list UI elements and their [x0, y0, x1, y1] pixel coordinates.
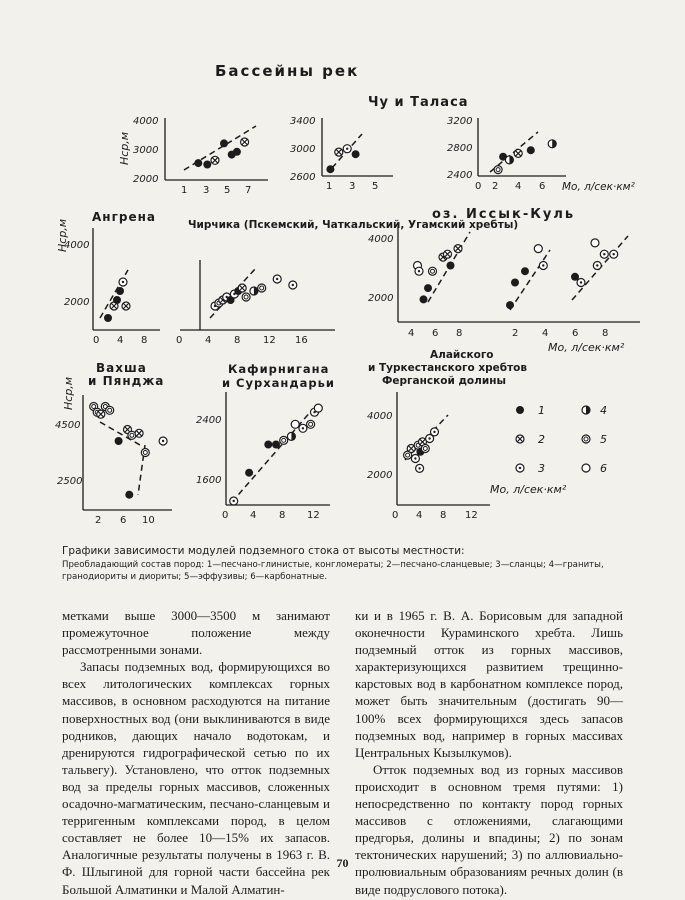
data-point — [511, 279, 519, 287]
panel-7-title-1: Вахша — [96, 361, 147, 375]
paragraph: ки и в 1965 г. В. А. Борисовым для западной оконечности Кураминского хребта. Лишь подземный отток из горных массивов, характеризующихся развитием трещинно-карстовых вод в карбонатном комплексе пород, может быть значительным (достигать 90—100% всех формирующихся здесь запасов подземных вод, например в горных массивах Центральных Кызылкумов). — [355, 608, 623, 760]
p2-ytick: 3000 — [290, 144, 316, 155]
data-point — [447, 262, 455, 270]
panel-4 — [56, 210, 160, 346]
data-point — [245, 469, 253, 477]
left-column — [62, 607, 330, 898]
legend-item-2 — [516, 433, 545, 446]
panel-6-title: оз. Иссык-Куль — [432, 207, 576, 222]
svg-text:4: 4 — [600, 404, 607, 417]
data-point — [242, 293, 250, 301]
legend-item-6 — [582, 462, 607, 475]
svg-text:5: 5 — [600, 433, 607, 446]
data-point — [115, 437, 123, 445]
data-point — [125, 491, 133, 499]
p6-xlabel: Mо, л/сек·км² — [548, 341, 625, 354]
data-point — [521, 267, 529, 275]
p4-ytick: 4000 — [64, 240, 90, 251]
p1-xtick: 5 — [224, 185, 231, 196]
p3-xtick: 2 — [492, 181, 499, 192]
data-point — [264, 441, 272, 449]
data-point — [424, 284, 432, 292]
p5-xtick: 0 — [176, 335, 183, 346]
data-point — [97, 410, 105, 418]
p8-ytick: 1600 — [196, 475, 222, 486]
p3-ytick: 2800 — [447, 143, 473, 154]
right-column — [355, 607, 623, 898]
p3-xtick: 4 — [515, 181, 522, 192]
data-point — [335, 148, 343, 156]
p9-xlabel: Mо, л/сек·км² — [490, 483, 567, 496]
legend-item-5 — [582, 433, 607, 446]
data-point — [116, 287, 124, 295]
figure-caption: Графики зависимости модулей подземного стока от высоты местности: — [62, 545, 465, 557]
svg-text:2: 2 — [538, 433, 545, 446]
data-point — [421, 445, 429, 453]
p7-ytick: 4500 — [55, 420, 81, 431]
data-point — [610, 250, 618, 258]
p1-ytick: 2000 — [133, 174, 159, 185]
panel-8 — [196, 362, 335, 521]
p6-xtick: 8 — [602, 328, 609, 339]
data-point — [230, 497, 238, 505]
p4-xtick: 8 — [141, 335, 148, 346]
panel-2 — [290, 95, 469, 192]
p9-ytick: 4000 — [367, 411, 393, 422]
panel-9 — [367, 349, 567, 521]
panel-7 — [55, 361, 172, 526]
p5-xtick: 8 — [234, 335, 241, 346]
data-point — [272, 441, 280, 449]
panel-9-title-1: Алайского — [430, 349, 494, 361]
data-point — [506, 301, 514, 309]
data-point — [141, 449, 149, 457]
p6-xtick: 8 — [456, 328, 463, 339]
data-point — [444, 250, 452, 258]
p1-xtick: 1 — [181, 185, 188, 196]
panel-8-title-2: и Сурхандарьи — [222, 376, 335, 390]
p8-xtick: 12 — [307, 510, 320, 521]
p7-xtick: 10 — [142, 515, 155, 526]
panel-9-title-3: Ферганской долины — [382, 375, 506, 387]
data-point — [159, 437, 167, 445]
p5-xtick: 16 — [295, 335, 308, 346]
p1-ytick: 3000 — [133, 145, 159, 156]
p4-ytick: 2000 — [64, 297, 90, 308]
p3-xtick: 6 — [539, 181, 546, 192]
data-point — [106, 406, 114, 414]
p2-xtick: 3 — [349, 181, 356, 192]
data-point — [548, 140, 556, 148]
data-point — [494, 166, 502, 174]
data-point — [416, 464, 424, 472]
figure-legend-text: Преобладающий состав пород: 1—песчано-глинистые, конгломераты; 2—песчано-сланцевые; 3—сланцы; 4—граниты, гранодиориты и диориты; 5—эффузивы; 6—карбонатные. — [62, 560, 604, 582]
p6-xtick: 4 — [542, 328, 549, 339]
data-point — [280, 436, 288, 444]
p8-ytick: 2400 — [196, 415, 222, 426]
panel-2-title: Чу и Таласа — [368, 95, 469, 110]
p1-xtick: 7 — [245, 185, 252, 196]
p3-xlabel: Mо, л/сек·км² — [562, 181, 635, 193]
data-point — [220, 139, 228, 147]
p6-ytick: 2000 — [368, 293, 394, 304]
panel-4-ylabel: Hср,м — [56, 218, 69, 252]
data-point — [314, 404, 322, 412]
data-point — [203, 161, 211, 169]
symbol-legend — [516, 404, 607, 475]
paragraph: метками выше 3000—3500 м занимают промежуточное положение между рассмотренными зонами. — [62, 608, 330, 658]
panel-8-title-1: Кафирнигана — [228, 362, 330, 376]
p6-xtick: 6 — [432, 328, 439, 339]
data-point — [238, 284, 246, 292]
data-point — [211, 156, 219, 164]
data-point — [307, 420, 315, 428]
data-point — [233, 148, 241, 156]
svg-text:1: 1 — [538, 404, 545, 417]
p6-ytick: 4000 — [368, 234, 394, 245]
p4-xtick: 0 — [93, 335, 100, 346]
legend-item-4 — [582, 404, 607, 417]
data-point — [250, 287, 258, 295]
svg-text:3: 3 — [538, 462, 545, 475]
data-point — [343, 145, 351, 153]
svg-text:6: 6 — [600, 462, 607, 475]
p6-xtick: 6 — [572, 328, 579, 339]
data-point — [287, 432, 295, 440]
data-point — [122, 302, 130, 310]
data-point — [539, 262, 547, 270]
page-number: 70 — [336, 856, 349, 870]
p3-xtick: 0 — [475, 181, 482, 192]
p9-xtick: 4 — [416, 510, 423, 521]
p8-xtick: 4 — [250, 510, 257, 521]
panel-7-title-2: и Пянджа — [88, 374, 165, 388]
data-point — [194, 159, 202, 167]
p6-xtick: 4 — [408, 328, 415, 339]
data-point — [454, 245, 462, 253]
p7-ytick: 2500 — [57, 476, 83, 487]
p2-ytick: 3400 — [290, 116, 316, 127]
data-point — [591, 239, 599, 247]
p5-xtick: 4 — [205, 335, 212, 346]
data-point — [119, 278, 127, 286]
p1-ytick: 4000 — [133, 116, 159, 127]
legend-item-3 — [516, 462, 545, 475]
data-point — [273, 275, 281, 283]
data-point — [593, 262, 601, 270]
p1-xtick: 3 — [203, 185, 210, 196]
data-point — [291, 420, 299, 428]
p8-xtick: 0 — [222, 510, 229, 521]
p9-ytick: 2000 — [367, 470, 393, 481]
data-point — [326, 165, 334, 173]
data-point — [289, 281, 297, 289]
p9-xtick: 8 — [440, 510, 447, 521]
figure-title: Бассейны рек — [215, 62, 360, 80]
data-point — [241, 138, 249, 146]
p9-xtick: 12 — [465, 510, 478, 521]
data-point — [577, 279, 585, 287]
p7-xtick: 6 — [120, 515, 127, 526]
panel-4-title: Ангрена — [92, 210, 156, 224]
panel-1 — [118, 116, 268, 196]
p8-xtick: 8 — [279, 510, 286, 521]
data-point — [352, 150, 360, 158]
panel-9-title-2: и Туркестанского хребтов — [368, 362, 528, 374]
paragraph: Отток подземных вод из горных массивов происходит в основном тремя путями: 1) непосредственно по контакту пород горных массивов с отложениями, слагающими предгорья, долины и впадины; 2) по зонам тектонических нарушений; 3) по аллювиально-пролювиальным образованиям речных долин (в виде подруслового потока). — [355, 761, 623, 897]
data-point — [505, 156, 513, 164]
paragraph: Запасы подземных вод, формирующихся во всех литологических комплексах горных массивов, в основном расходуются на питание поверхностных вод (они выклиниваются в виде родников, дающих начало водотокам, и дренируются гидрографической сетью по их тальвегу). Установлено, что отток подземных вод за пределы горных массивов, сложенных осадочно-магматическим, песчано-сланцевым и терригенным комплексами пород, в целом составляет не более 10—15% их запасов. Аналогичные результаты получены в 1963 г. В. Ф. Шлыгиной для горной части бассейна рек Большой Алматинки и Малой Алматин- — [62, 659, 330, 897]
data-point — [429, 267, 437, 275]
p2-ytick: 2600 — [290, 172, 316, 183]
p2-xtick: 1 — [326, 181, 333, 192]
data-point — [431, 428, 439, 436]
p4-xtick: 4 — [117, 335, 124, 346]
p6-xtick: 2 — [512, 328, 519, 339]
data-point — [113, 296, 121, 304]
data-point — [420, 295, 428, 303]
panel-7-ylabel: Hср,м — [62, 376, 75, 410]
data-point — [258, 284, 266, 292]
panel-1-ylabel: Hср,м — [118, 131, 131, 165]
p9-xtick: 0 — [392, 510, 399, 521]
panel-5-title: Чирчика (Пскемский, Чаткальский, Угамский хребты) — [188, 219, 519, 231]
legend-item-1 — [516, 404, 545, 417]
data-point — [135, 429, 143, 437]
data-point — [415, 267, 423, 275]
data-point — [514, 149, 522, 157]
panel-3 — [447, 116, 636, 193]
data-point — [534, 245, 542, 253]
p3-ytick: 2400 — [447, 170, 473, 181]
p5-xtick: 12 — [263, 335, 276, 346]
p7-xtick: 2 — [95, 515, 102, 526]
data-point — [299, 424, 307, 432]
data-point — [104, 314, 112, 322]
data-point — [411, 455, 419, 463]
data-point — [527, 146, 535, 154]
data-point — [600, 250, 608, 258]
p3-ytick: 3200 — [447, 116, 473, 127]
p2-xtick: 5 — [372, 181, 379, 192]
